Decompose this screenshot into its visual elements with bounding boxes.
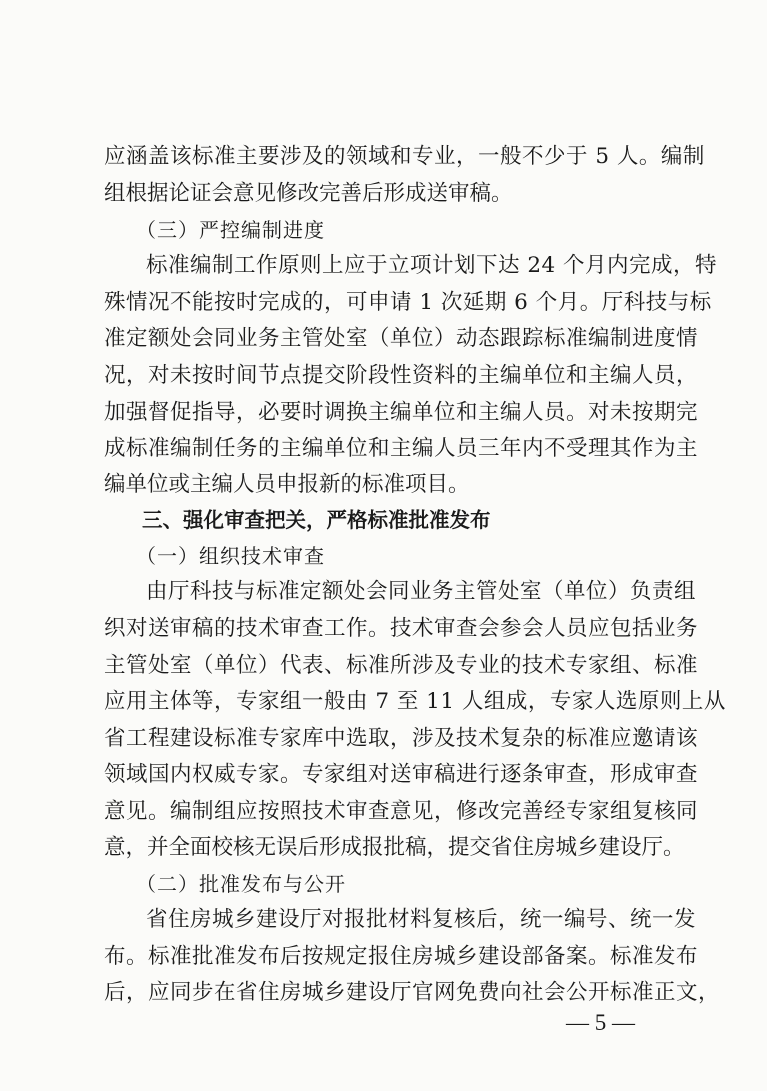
paragraph-line: 省工程建设标准专家库中选取，涉及技术复杂的标准应邀请该	[104, 726, 699, 751]
page-number: — 5 —	[566, 1010, 635, 1035]
paragraph-line: 织对送审稿的技术审查工作。技术审查会参会人员应包括业务	[104, 616, 699, 641]
paragraph-line: 应涵盖该标准主要涉及的领域和专业，一般不少于 5 人。编制	[104, 144, 705, 169]
paragraph-line: 编单位或主编人员申报新的标准项目。	[104, 472, 470, 497]
paragraph-line: 布。标准批准发布后按规定报住房城乡建设部备案。标准发布	[104, 944, 699, 969]
paragraph-line: 主管处室（单位）代表、标准所涉及专业的技术专家组、标准	[104, 653, 699, 678]
section-heading: 三、强化审查把关，严格标准批准发布	[142, 508, 491, 532]
paragraph-line: 加强督促指导，必要时调换主编单位和主编人员。对未按期完	[104, 400, 699, 425]
paragraph-line: 准定额处会同业务主管处室（单位）动态跟踪标准编制进度情	[104, 326, 699, 351]
paragraph-line: 况，对未按时间节点提交阶段性资料的主编单位和主编人员，	[104, 363, 699, 388]
paragraph-line: 后，应同步在省住房城乡建设厅官网免费向社会公开标准正文，	[104, 980, 721, 1005]
subsection-heading: （二）批准发布与公开	[136, 872, 346, 896]
paragraph-line: 组根据论证会意见修改完善后形成送审稿。	[104, 181, 513, 206]
paragraph-line: 应用主体等，专家组一般由 7 至 11 人组成，专家人选原则上从	[104, 689, 726, 714]
paragraph-line: 成标准编制任务的主编单位和主编人员三年内不受理其作为主	[104, 436, 699, 461]
paragraph-line: 标准编制工作原则上应于立项计划下达 24 个月内完成，特	[146, 253, 718, 278]
subsection-heading: （三）严控编制进度	[136, 218, 325, 242]
paragraph-line: 领域国内权威专家。专家组对送审稿进行逐条审查，形成审查	[104, 762, 699, 787]
paragraph-line: 省住房城乡建设厅对报批材料复核后，统一编号、统一发	[146, 907, 697, 932]
paragraph-line: 意见。编制组应按照技术审查意见，修改完善经专家组复核同	[104, 799, 699, 824]
paragraph-line: 意，并全面校核无误后形成报批稿，提交省住房城乡建设厅。	[104, 835, 685, 860]
subsection-heading: （一）组织技术审查	[136, 544, 325, 568]
paragraph-line: 由厅科技与标准定额处会同业务主管处室（单位）负责组	[146, 579, 697, 604]
paragraph-line: 殊情况不能按时完成的，可申请 1 次延期 6 个月。厅科技与标	[104, 290, 712, 315]
